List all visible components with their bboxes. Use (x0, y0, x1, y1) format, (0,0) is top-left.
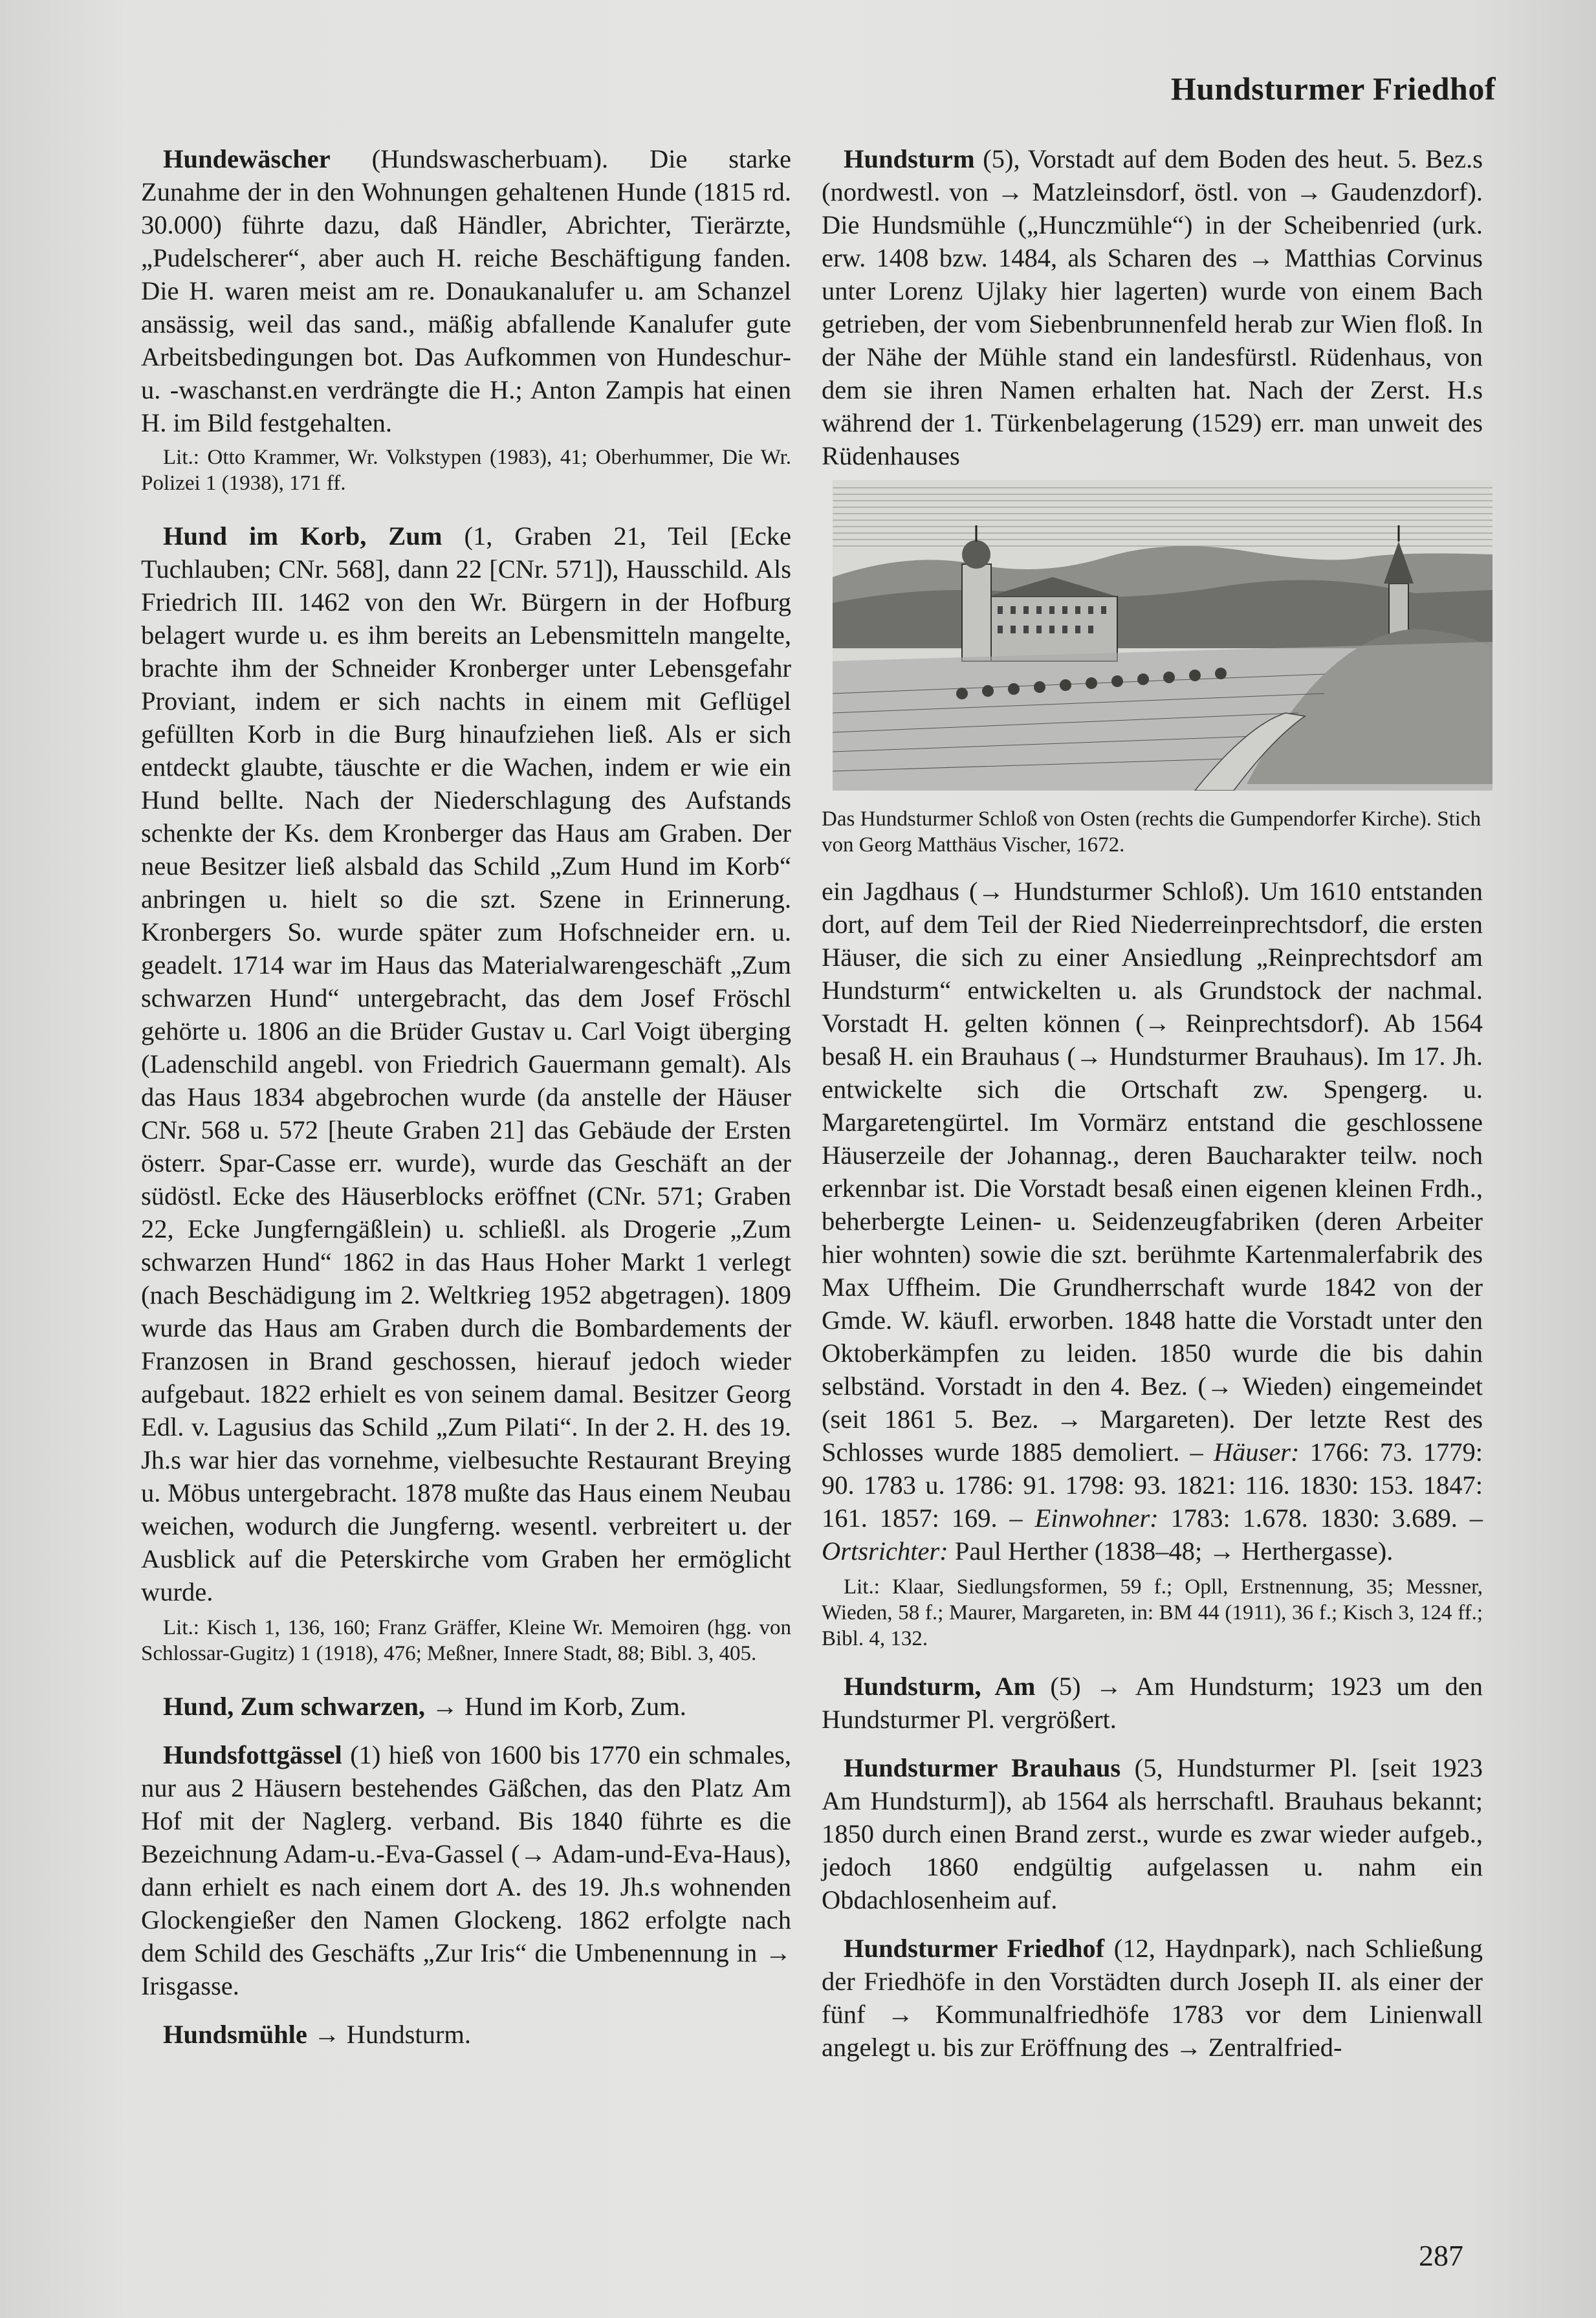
entry-body (141, 519, 791, 1608)
entry-text: (1) hieß von 1600 bis 1770 ein schmales, nur aus 2 Häusern bestehendes Gäßchen, das den Platz Am Hof mit der Naglerg. verband. Bis 1840 führte es die Bezeichnung Adam-u.-Eva-Gassel (→ Adam-und-Eva-Haus), dann erhielt es nach einem dort A. des 19. Jh.s wohnenden Glockengießer den Namen Glockeng. 1862 erfolgte nach dem Schild des Geschäfts „Zur Iris“ die Umbenennung in → Irisgasse. (141, 1740, 791, 2000)
entry-body (141, 1690, 791, 1723)
entry-text: Paul Herther (1838–48; → Herthergasse). (948, 1536, 1394, 1566)
entry-body (141, 2018, 791, 2051)
entry-body (822, 1751, 1483, 1916)
entry-hund-zum-schwarzen (141, 1690, 791, 1723)
entry-lemma: Hundsturm (844, 144, 975, 173)
entry-hundsturmer-friedhof (822, 1932, 1483, 2064)
entry-hundsturmer-brauhaus (822, 1751, 1483, 1916)
engraving-figure (833, 480, 1492, 791)
entry-hund-im-korb (141, 519, 791, 1667)
entry-hundsmuehle (141, 2018, 791, 2051)
entry-text: (5, Hundsturmer Pl. [seit 1923 Am Hundsturm]), ab 1564 als herrschaftl. Brauhaus bekannt; 1850 durch einen Brand zerst., wurde es zwar wieder aufgeb., jedoch 1860 endgültig aufgelassen u. nahm ein Obdachlosenheim auf. (822, 1753, 1483, 1914)
entry-text: (Hundswascherbuam). Die starke Zunahme der in den Wohnungen gehaltenen Hunde (1815 rd. 30.000) führte dazu, daß Händler, Abrichter, Tierärzte, „Pudelscherer“, aber auch H. reiche Beschäftigung fanden. Die H. waren meist am re. Donaukanalufer u. am Schanzel ansässig, weil das sand., mäßig abfallende Kanalufer gute Arbeitsbedingungen bot. Das Aufkommen von Hundeschur- u. -waschanst.en verdrängte die H.; Anton Zampis hat einen H. im Bild festgehalten. (141, 144, 791, 437)
entry-text: (1, Graben 21, Teil [Ecke Tuchlauben; CNr. 568], dann 22 [CNr. 571]), Hausschild. Als Friedrich III. 1462 von den Wr. Bürgern in der Hofburg belagert wurde u. es ihm bereits an Lebensmitteln mangelte, brachte ihm der Schneider Kronberger unter Lebensgefahr Proviant, indem er sich nachts in einem mit Geflügel gefüllten Korb in die Burg hinaufziehen ließ. Als er sich entdeckt glaubte, täuschte er die Wachen, indem er wie ein Hund bellte. Nach der Niederschlagung des Aufstands schenkte der Ks. dem Kronberger das Haus am Graben. Der neue Besitzer ließ alsbald das Schild „Zum Hund im Korb“ anbringen u. hielt so die szt. Szene in Erinnerung. Kronbergers So. wurde später zum Hofschneider ern. u. geadelt. 1714 war im Haus das Materialwarengeschäft „Zum schwarzen Hund“ untergebracht, das dem Josef Fröschl gehörte u. 1806 an die Brüder Gustav u. Carl Voigt überging (Ladenschild angebl. von Friedrich Gauermann gemalt). Als das Haus 1834 abgebrochen wurde (da anstelle der Häuser CNr. 568 u. 572 [heute Graben 21] das Gebäude der Ersten österr. Spar-Casse err. wurde), wurde das Geschäft an der südöstl. Ecke des Häuserblocks eröffnet (CNr. 571; Graben 22, Ecke Jungferngäßlein) u. schließl. als Drogerie „Zum schwarzen Hund“ 1862 in das Haus Hoher Markt 1 verlegt (nach Beschädigung im 2. Weltkrieg 1952 abgetragen). 1809 wurde das Haus am Graben durch die Bombardements der Franzosen in Brand geschossen, hierauf jedoch wieder aufgebaut. 1822 erhielt es von seinem damal. Besitzer Georg Edl. v. Lagusius das Schild „Zum Pilati“. In der 2. H. des 19. Jh.s war hier das vornehme, vielbesuchte Restaurant Breying u. Möbus untergebracht. 1878 mußte das Haus einem Neubau weichen, wodurch die Jungferng. wesentl. verbreitert u. der Ausblick auf die Peterskirche vom Graben her ermöglicht wurde. (141, 521, 792, 1606)
entry-text: 1766: 73. 1779: 90. 1783 u. 1786: 91. 1798: 93. 1821: 116. 1830: 153. 1847: 161. 1857: 169. – (822, 1438, 1483, 1533)
entry-hundewaescher (141, 142, 791, 496)
page-number: 287 (1419, 2239, 1463, 2272)
right-column (822, 142, 1483, 2079)
entry-text: 1783: 1.678. 1830: 3.689. – (1158, 1503, 1483, 1533)
label-ortsrichter: Ortsrichter: (822, 1536, 948, 1566)
entry-lemma: Hundewäscher (163, 144, 331, 173)
entry-body (822, 142, 1483, 472)
entry-hundsturm (822, 142, 1483, 472)
entry-lemma: Hund, Zum schwarzen, (163, 1692, 426, 1721)
entry-lemma: Hundsfottgässel (163, 1740, 342, 1769)
entry-body (822, 1932, 1483, 2064)
figure-caption: Das Hundsturmer Schloß von Osten (rechts die Gumpendorfer Kirche). Stich von Georg Matthäus Vischer, 1672. (822, 807, 1481, 857)
entry-body (141, 1738, 791, 2002)
entry-lemma: Hundsturmer Friedhof (844, 1934, 1105, 1963)
entry-lemma: Hund im Korb, Zum (163, 521, 443, 551)
literature-note: Lit.: Kisch 1, 136, 160; Franz Gräffer, Kleine Wr. Memoiren (hgg. von Schlossar-Gugitz) 1 (1918), 476; Meßner, Innere Stadt, 88; Bibl. 3, 405. (141, 1616, 791, 1665)
entry-lemma: Hundsturmer Brauhaus (844, 1753, 1121, 1782)
left-column (141, 142, 791, 2066)
entry-text: (12, Haydnpark), nach Schließung der Friedhöfe in den Vorstädten durch Joseph II. als einer der fünf → Kommunalfriedhöfe 1783 vor dem Linienwall angelegt u. bis zur Eröffnung des → Zentralfried- (822, 1934, 1483, 2062)
entry-text: → Hundsturm. (307, 2020, 471, 2049)
running-head: Hundsturmer Friedhof (1170, 71, 1496, 107)
entry-text: (5), Vorstadt auf dem Boden des heut. 5. Bez.s (nordwestl. von → Matzleinsdorf, östl. von → Gaudenzdorf). Die Hundsmühle („Hunczmühle“) in der Scheibenried (urk. erw. 1408 bzw. 1484, als Scharen des → Matthias Corvinus unter Lorenz Ujlaky hier lagerten) wurde von einem Bach getrieben, der vom Siebenbrunnenfeld herab zur Wien floß. In der Nähe der Mühle stand ein landesfürstl. Rüdenhaus, von dem sie ihren Namen erhalten hat. Nach der Zerst. H.s während der 1. Türkenbelagerung (1529) err. man unweit des Rüdenhauses (822, 144, 1483, 470)
entry-body (141, 142, 791, 439)
engraving-image (833, 480, 1492, 791)
label-haeuser: Häuser: (1213, 1438, 1300, 1467)
entry-body (822, 1670, 1483, 1736)
entry-text: → Hund im Korb, Zum. (425, 1692, 686, 1721)
entry-hundsfottgaessel (141, 1738, 791, 2002)
entry-hundsturm-continued (822, 875, 1483, 1652)
literature-note: Lit.: Klaar, Siedlungsformen, 59 f.; Opll, Erstnennung, 35; Messner, Wieden, 58 f.; Maurer, Margareten, in: BM 44 (1911), 36 f.; Kisch 3, 124 ff.; Bibl. 4, 132. (822, 1575, 1483, 1650)
entry-lemma: Hundsturm, Am (844, 1672, 1036, 1701)
label-einwohner: Einwohner: (1034, 1503, 1159, 1533)
entry-hundsturm-am (822, 1670, 1483, 1736)
entry-lemma: Hundsmühle (163, 2020, 307, 2049)
entry-text: (5) → Am Hundsturm; 1923 um den Hundsturmer Pl. vergrößert. (822, 1672, 1483, 1734)
entry-text: ein Jagdhaus (→ Hundsturmer Schloß). Um 1610 entstanden dort, auf dem Teil der Ried Niederreinprechtsdorf, die ersten Häuser, die sich zu einer Ansiedlung „Reinprechtsdorf am Hundsturm“ entwickelten u. als Grundstock der nachmal. Vorstadt H. gelten können (→ Reinprechtsdorf). Ab 1564 besaß H. ein Brauhaus (→ Hundsturmer Brauhaus). Im 17. Jh. entwickelte sich die Ortschaft zw. Spengerg. u. Margaretengürtel. Im Vormärz entstand die geschlossene Häuserzeile der Johannag., deren Baucharakter teilw. noch erkennbar ist. Die Vorstadt besaß einen eigenen kleinen Frdh., beherbergte Leinen- u. Seidenzeugfabriken (deren Arbeiter hier wohnten) sowie die szt. berühmte Kartenmalerfabrik des Max Uffheim. Die Grundherrschaft wurde 1842 von der Gmde. W. käufl. erworben. 1848 hatte die Vorstadt unter den Oktoberkämpfen zu leiden. 1850 wurde die bis dahin selbständ. Vorstadt in den 4. Bez. (→ Wieden) eingemeindet (seit 1861 5. Bez. → Margareten). Der letzte Rest des Schlosses wurde 1885 demoliert. – (822, 877, 1483, 1467)
literature-note: Lit.: Otto Krammer, Wr. Volkstypen (1983), 41; Oberhummer, Die Wr. Polizei 1 (1938), 171 ff. (141, 446, 791, 495)
